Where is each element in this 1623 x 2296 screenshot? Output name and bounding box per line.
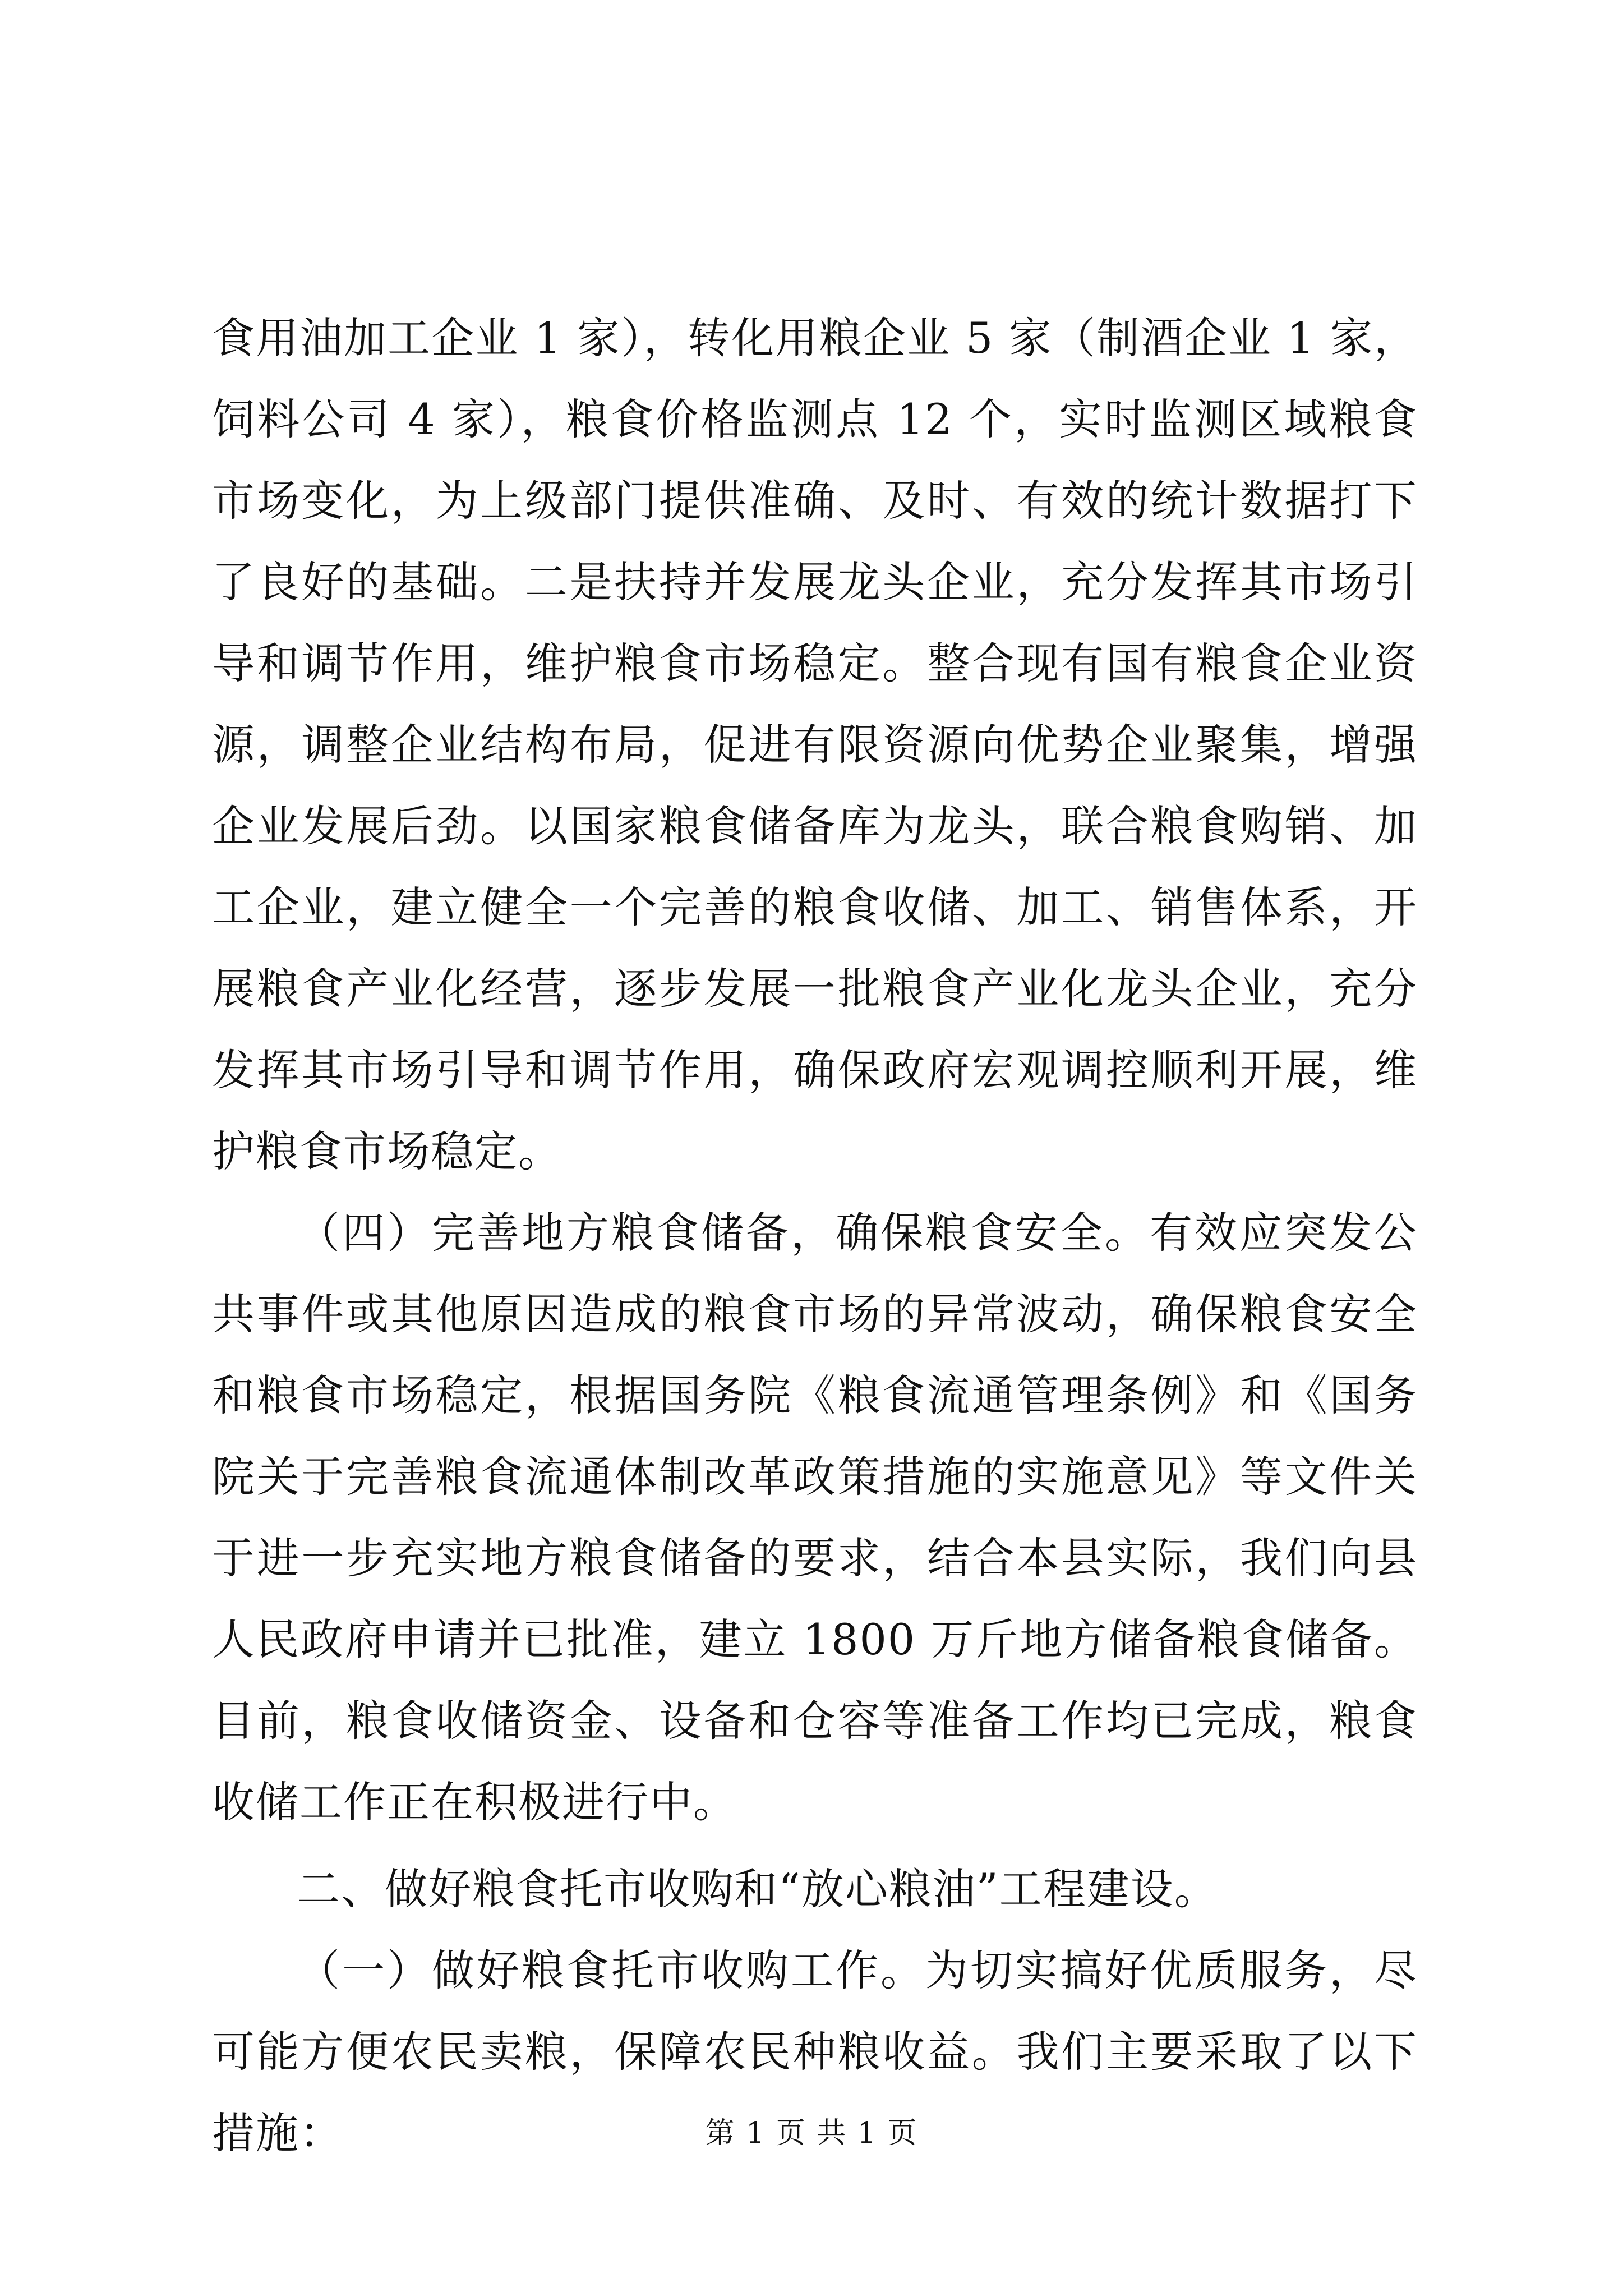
paragraph-continuation: 食用油加工企业 1 家），转化用粮企业 5 家（制酒企业 1 家，饲料公司 4 家），粮食价格监测点 12 个，实时监测区域粮食市场变化，为上级部门提供准确、及时、有效的统计数据打下了良好的基础。二是扶持并发展龙头企业，充分发挥其市场引导和调节作用，维护粮食市场稳定。整合现有国有粮食企业资源，调整企业结构布局，促进有限资源向优势企业聚集，增强企业发展后劲。以国家粮食储备库为龙头，联合粮食购销、加工企业，建立健全一个完善的粮食收储、加工、销售体系，开展粮食产业化经营，逐步发展一批粮食产业化龙头企业，充分发挥其市场引导和调节作用，确保政府宏观调控顺利开展，维护粮食市场稳定。 (212, 313, 1418, 1176)
paragraph-section-4: （四）完善地方粮食储备，确保粮食安全。有效应突发公共事件或其他原因造成的粮食市场的异常波动，确保粮食安全和粮食市场稳定，根据国务院《粮食流通管理条例》和《国务院关于完善粮食流通体制改革政策措施的实施意见》等文件关于进一步充实地方粮食储备的要求，结合本县实际，我们向县人民政府申请并已批准，建立 1800 万斤地方储备粮食储备。目前，粮食收储资金、设备和仓容等准备工作均已完成，粮食收储工作正在积极进行中。 (212, 1208, 1418, 1827)
paragraph-subsection-1: （一）做好粮食托市收购工作。为切实搞好优质服务，尽可能方便农民卖粮，保障农民种粮收益。我们主要采取了以下措施： (212, 1945, 1418, 2158)
page-footer: 第 1 页 共 1 页 (705, 2116, 918, 2150)
document-body (212, 297, 1418, 2174)
section-heading-2: 二、做好粮食托市收购和“放心粮油”工程建设。 (297, 1864, 1218, 1914)
